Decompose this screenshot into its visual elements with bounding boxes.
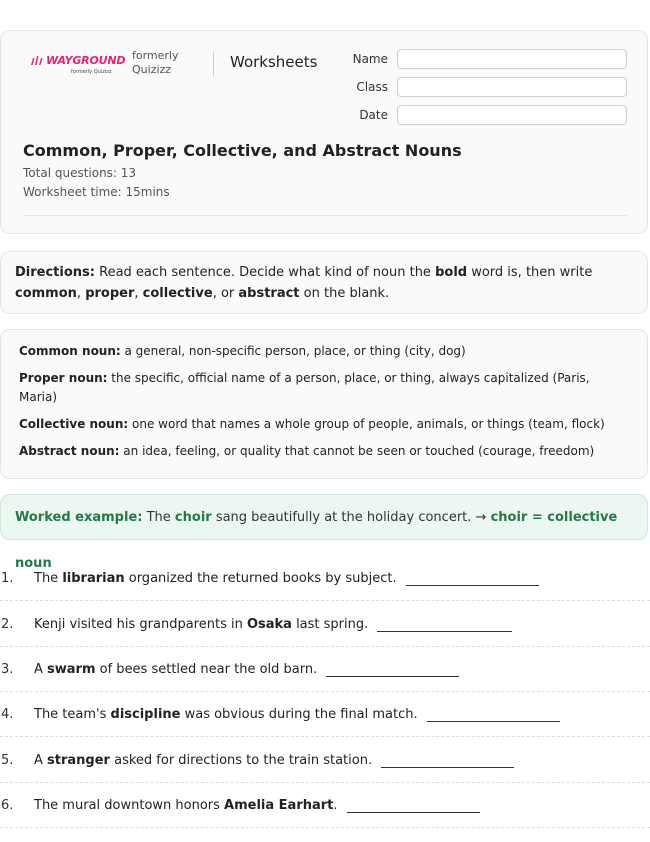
- definition-common: Common noun: a general, non-specific person, place, or thing (city, dog): [19, 344, 466, 358]
- question-row: [0, 603, 650, 647]
- name-field[interactable]: [397, 49, 627, 69]
- name-label: Name: [352, 52, 388, 66]
- logo-text: WAYGROUND: [46, 54, 126, 67]
- answer-blank[interactable]: [406, 571, 539, 586]
- header-divider: [213, 51, 214, 77]
- question-text: Kenji visited his grandparents in Osaka last spring.: [34, 617, 369, 632]
- class-label: Class: [356, 80, 388, 94]
- example-label: Worked example:: [15, 510, 143, 525]
- answer-blank[interactable]: [427, 707, 560, 722]
- question-row: [0, 557, 650, 601]
- class-field[interactable]: [397, 77, 627, 97]
- wayground-logo-icon: [30, 56, 44, 66]
- section-title: Worksheets: [230, 53, 318, 71]
- question-number: 4.: [1, 707, 14, 722]
- question-row: [0, 648, 650, 692]
- question-text: A stranger asked for directions to the train station.: [34, 753, 373, 768]
- date-label: Date: [359, 108, 388, 122]
- worksheet-time: Worksheet time: 15mins: [23, 185, 170, 199]
- directions-label: Directions:: [15, 265, 95, 280]
- answer-blank[interactable]: [347, 798, 480, 813]
- directions-box: Directions: Read each sentence. Decide what kind of noun the bold word is, then write common, proper, collective, or abstract on the blank.: [0, 251, 648, 314]
- definition-proper: Proper noun: the specific, official name of a person, place, or thing, always capitalized (Paris, Maria): [19, 371, 590, 404]
- date-field[interactable]: [397, 105, 627, 125]
- answer-blank[interactable]: [377, 617, 512, 632]
- question-number: 2.: [1, 617, 14, 632]
- header-rule: [23, 215, 627, 216]
- example-word: choir: [174, 510, 212, 525]
- question-text: A swarm of bees settled near the old barn.: [34, 662, 318, 677]
- example-answer: choir = collective noun: [15, 510, 618, 571]
- answer-blank[interactable]: [326, 662, 459, 677]
- formerly-quizizz: formerly Quizizz: [132, 49, 179, 76]
- question-text: The team's discipline was obvious during the final match.: [34, 707, 418, 722]
- worked-example: Worked example: The choir sang beautifully at the holiday concert. → choir = collective noun: [0, 494, 648, 540]
- wayground-logo: [30, 54, 125, 75]
- definition-collective: Collective noun: one word that names a whole group of people, animals, or things (team, flock): [19, 417, 605, 431]
- question-text: The mural downtown honors Amelia Earhart.: [34, 798, 338, 813]
- definitions-box: [0, 329, 648, 479]
- question-number: 5.: [1, 753, 14, 768]
- question-number: 3.: [1, 662, 14, 677]
- question-number: 1.: [1, 571, 14, 586]
- question-row: [0, 693, 650, 737]
- total-questions: Total questions: 13: [23, 166, 137, 180]
- answer-blank[interactable]: [381, 753, 514, 768]
- definition-abstract: Abstract noun: an idea, feeling, or quality that cannot be seen or touched (courage, freedom): [19, 444, 595, 458]
- question-number: 6.: [1, 798, 14, 813]
- worksheet-title: Common, Proper, Collective, and Abstract Nouns: [23, 141, 462, 160]
- question-text: The librarian organized the returned books by subject.: [34, 571, 397, 586]
- question-row: [0, 739, 650, 783]
- logo-subtext: formerly Quizizz: [71, 69, 112, 75]
- question-row: [0, 784, 650, 828]
- worksheet-header: [0, 30, 648, 234]
